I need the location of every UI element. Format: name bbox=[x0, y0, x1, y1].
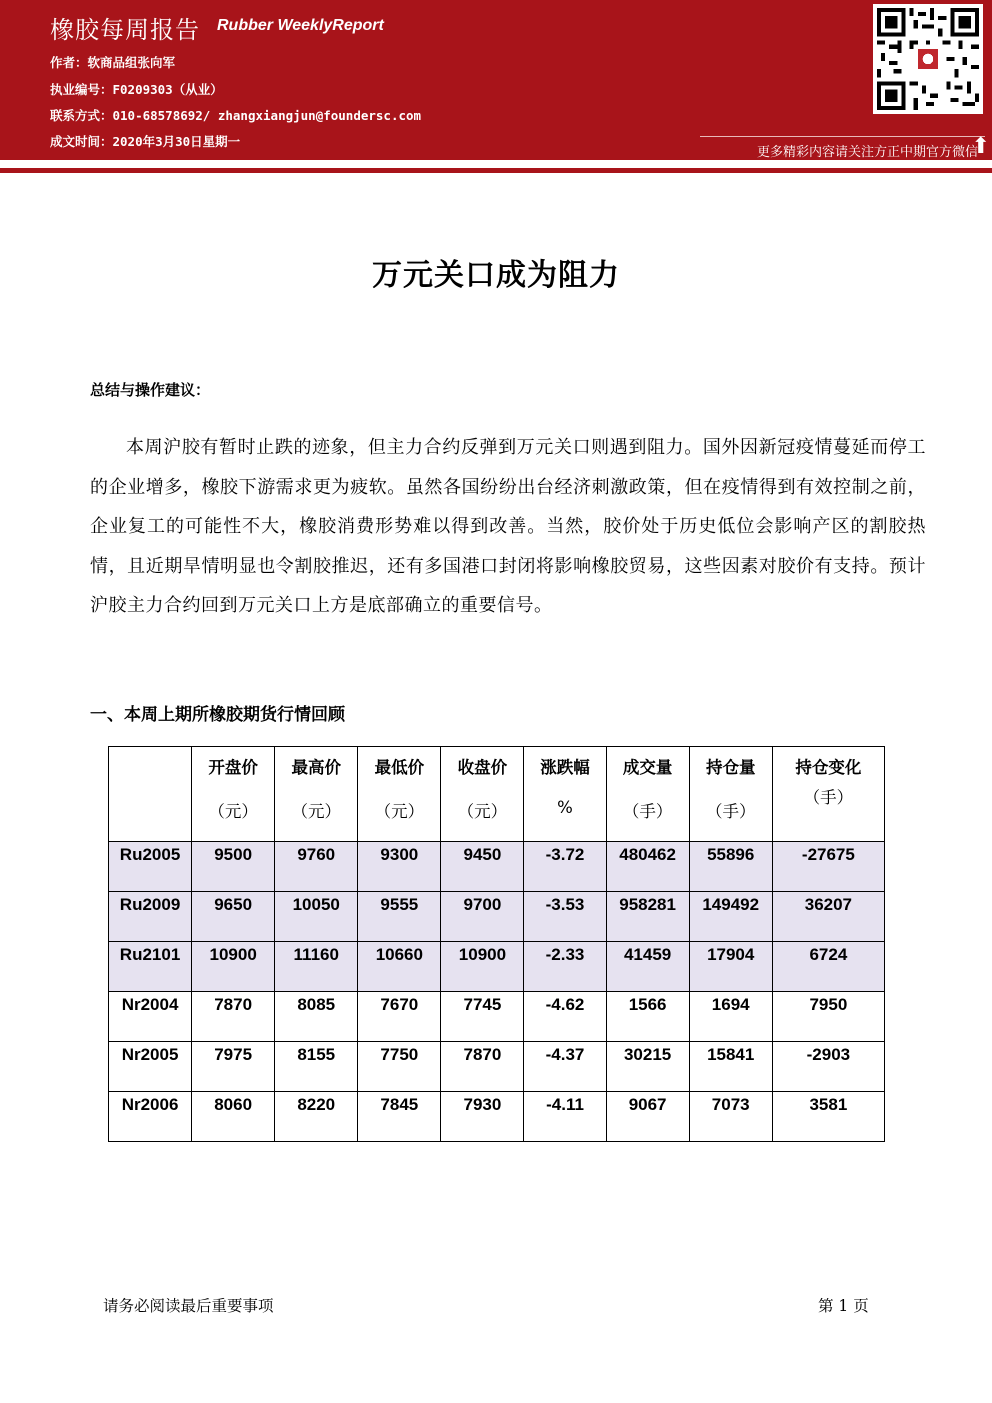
footer-notice: 请务必阅读最后重要事项 bbox=[103, 1297, 274, 1315]
column-header-unit: （手） bbox=[622, 802, 673, 821]
column-header-label: 收盘价 bbox=[457, 758, 508, 777]
table-cell: -2.33 bbox=[524, 942, 606, 992]
column-header-label: 持仓变化 bbox=[795, 758, 862, 777]
table-cell: 3581 bbox=[772, 1092, 884, 1142]
table-cell: 8155 bbox=[275, 1042, 358, 1092]
wechat-divider bbox=[700, 136, 985, 137]
column-header-unit: （元） bbox=[291, 802, 341, 821]
column-header-label: 成交量 bbox=[622, 758, 673, 777]
column-header-unit: （手） bbox=[803, 788, 854, 807]
table-cell: 7073 bbox=[689, 1092, 772, 1142]
up-arrow-icon: ⬆ bbox=[971, 134, 990, 159]
column-header-label: 开盘价 bbox=[208, 758, 258, 777]
column-header bbox=[192, 747, 275, 842]
table-row bbox=[109, 892, 885, 942]
contract-code-cell: Nr2006 bbox=[109, 1092, 192, 1142]
column-header bbox=[109, 747, 192, 842]
table-cell: 7930 bbox=[441, 1092, 524, 1142]
column-header-unit: （元） bbox=[208, 802, 258, 821]
contract-code-cell: Ru2009 bbox=[109, 892, 192, 942]
contract-code-cell: Nr2005 bbox=[109, 1042, 192, 1092]
table-cell: -4.62 bbox=[524, 992, 606, 1042]
table-cell: -3.72 bbox=[524, 842, 606, 892]
table-cell: 30215 bbox=[606, 1042, 689, 1092]
table-cell: 6724 bbox=[772, 942, 884, 992]
date-line: 成文时间：2020年3月30日星期一 bbox=[50, 134, 241, 149]
table-cell: 9760 bbox=[275, 842, 358, 892]
column-header bbox=[275, 747, 358, 842]
futures-quote-table bbox=[108, 746, 885, 1142]
page-number: 第 1 页 bbox=[818, 1297, 869, 1315]
table-cell: 41459 bbox=[606, 942, 689, 992]
contract-code-cell: Ru2101 bbox=[109, 942, 192, 992]
table-cell: 7870 bbox=[441, 1042, 524, 1092]
section-heading: 一、本周上期所橡胶期货行情回顾 bbox=[90, 705, 345, 725]
table-header-row bbox=[109, 747, 885, 842]
column-header-unit: （元） bbox=[457, 802, 508, 821]
table-cell: 11160 bbox=[275, 942, 358, 992]
table-cell: 149492 bbox=[689, 892, 772, 942]
table-cell: 7975 bbox=[192, 1042, 275, 1092]
table-cell: -4.37 bbox=[524, 1042, 606, 1092]
table-cell: 7845 bbox=[358, 1092, 441, 1142]
wechat-qr-code-icon bbox=[873, 4, 983, 114]
column-header-unit: % bbox=[557, 798, 573, 817]
table-row bbox=[109, 1092, 885, 1142]
table-cell: 15841 bbox=[689, 1042, 772, 1092]
table-cell: 55896 bbox=[689, 842, 772, 892]
summary-paragraph: 本周沪胶有暂时止跌的迹象，但主力合约反弹到万元关口则遇到阻力。国外因新冠疫情蔓延而停工的企业增多，橡胶下游需求更为疲软。虽然各国纷纷出台经济刺激政策，但在疫情得到有效控制之前，企业复工的可能性不大，橡胶消费形势难以得到改善。当然，胶价处于历史低位会影响产区的割胶热情，且近期旱情明显也令割胶推迟，还有多国港口封闭将影响橡胶贸易，这些因素对胶价有支持。预计沪胶主力合约回到万元关口上方是底部确立的重要信号。 bbox=[90, 437, 926, 616]
table-cell: 36207 bbox=[772, 892, 884, 942]
table-cell: 8060 bbox=[192, 1092, 275, 1142]
column-header-label: 持仓量 bbox=[705, 758, 756, 777]
table-cell: 9300 bbox=[358, 842, 441, 892]
table-cell: -3.53 bbox=[524, 892, 606, 942]
column-header bbox=[772, 747, 884, 842]
table-cell: 10900 bbox=[441, 942, 524, 992]
table-cell: 8085 bbox=[275, 992, 358, 1042]
column-header bbox=[441, 747, 524, 842]
table-row bbox=[109, 1042, 885, 1092]
table-cell: 1566 bbox=[606, 992, 689, 1042]
table-cell: 10900 bbox=[192, 942, 275, 992]
report-title-cn: 橡胶每周报告 bbox=[50, 16, 200, 44]
column-header-unit bbox=[109, 754, 191, 774]
table-cell: 9700 bbox=[441, 892, 524, 942]
column-header bbox=[358, 747, 441, 842]
table-cell: 10660 bbox=[358, 942, 441, 992]
table-cell: 10050 bbox=[275, 892, 358, 942]
table-cell: 7870 bbox=[192, 992, 275, 1042]
contract-code-cell: Ru2005 bbox=[109, 842, 192, 892]
table-row bbox=[109, 992, 885, 1042]
table-cell: 9067 bbox=[606, 1092, 689, 1142]
column-header bbox=[606, 747, 689, 842]
table-cell: 9450 bbox=[441, 842, 524, 892]
header-divider bbox=[0, 168, 992, 173]
column-header-label: 最高价 bbox=[291, 758, 341, 777]
column-header-label bbox=[109, 747, 191, 754]
column-header-label: 最低价 bbox=[374, 758, 425, 777]
table-cell: -27675 bbox=[772, 842, 884, 892]
table-cell: 9650 bbox=[192, 892, 275, 942]
table-cell: -2903 bbox=[772, 1042, 884, 1092]
table-cell: 8220 bbox=[275, 1092, 358, 1142]
table-cell: 7750 bbox=[358, 1042, 441, 1092]
license-line: 执业编号：F0209303（从业） bbox=[50, 82, 223, 97]
table-cell: 7950 bbox=[772, 992, 884, 1042]
contract-code-cell: Nr2004 bbox=[109, 992, 192, 1042]
contact-line: 联系方式：010-68578692/ zhangxiangjun@foundersc.com bbox=[50, 108, 422, 123]
summary-heading: 总结与操作建议： bbox=[90, 381, 211, 399]
column-header bbox=[689, 747, 772, 842]
column-header-label: 涨跌幅 bbox=[540, 758, 590, 777]
table-row bbox=[109, 842, 885, 892]
table-cell: 7670 bbox=[358, 992, 441, 1042]
column-header bbox=[524, 747, 606, 842]
table-cell: 17904 bbox=[689, 942, 772, 992]
table-cell: 1694 bbox=[689, 992, 772, 1042]
column-header-unit: （元） bbox=[374, 802, 425, 821]
table-cell: 958281 bbox=[606, 892, 689, 942]
table-cell: 9555 bbox=[358, 892, 441, 942]
table-row bbox=[109, 942, 885, 992]
column-header-unit: （手） bbox=[705, 802, 756, 821]
wechat-note: 更多精彩内容请关注方正中期官方微信 bbox=[756, 145, 978, 160]
table-cell: 7745 bbox=[441, 992, 524, 1042]
document-title: 万元关口成为阻力 bbox=[372, 258, 620, 293]
report-title-en: Rubber WeeklyReport bbox=[217, 17, 384, 34]
table-cell: 480462 bbox=[606, 842, 689, 892]
table-cell: 9500 bbox=[192, 842, 275, 892]
author-line: 作者：软商品组张向军 bbox=[50, 55, 176, 70]
table-cell: -4.11 bbox=[524, 1092, 606, 1142]
